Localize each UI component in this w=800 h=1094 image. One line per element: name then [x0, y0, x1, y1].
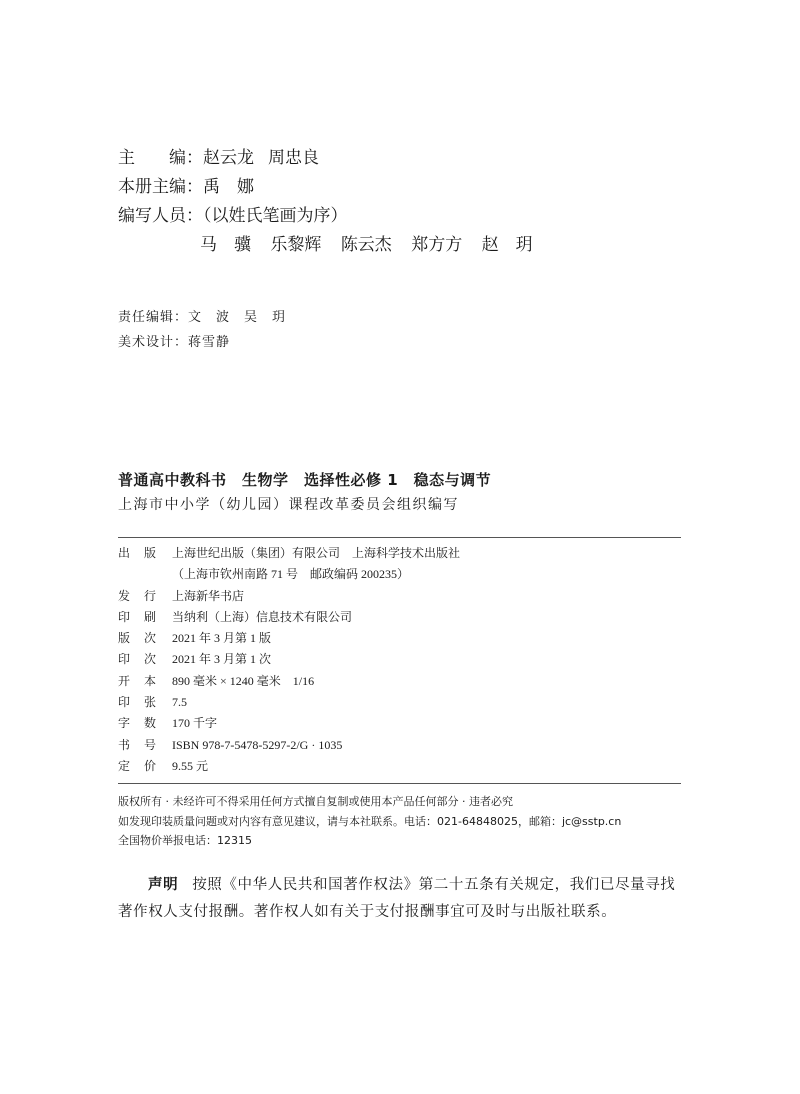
info-row: 出 版 上海世纪出版（集团）有限公司 上海科学技术出版社	[118, 543, 681, 564]
legal-notes	[118, 792, 621, 851]
info-row: 开 本 890 毫米 × 1240 毫米 1/16	[118, 671, 681, 692]
info-value: 890 毫米 × 1240 毫米 1/16	[172, 673, 315, 688]
publication-info	[118, 543, 681, 777]
info-value: 2021 年 3 月第 1 次	[172, 652, 272, 667]
statement-head: 声明	[148, 877, 179, 893]
statement	[118, 872, 688, 926]
price-hotline: 全国物价举报电话：12315	[118, 834, 252, 847]
info-value: 2021 年 3 月第 1 版	[172, 631, 272, 646]
volume-editor-label: 本册主编：	[118, 177, 203, 197]
info-row: 定 价 9.55 元	[118, 756, 681, 777]
art-design-label: 美术设计：	[118, 335, 189, 350]
info-row: 字 数 170 千字	[118, 713, 681, 734]
info-value: 上海世纪出版（集团）有限公司 上海科学技术出版社	[172, 546, 461, 560]
writer-name: 马 骥	[200, 235, 251, 255]
art-design-line	[118, 331, 230, 350]
info-value: 170 千字	[172, 716, 218, 731]
responsible-editor-label: 责任编辑：	[118, 310, 189, 325]
writer-name: 陈云杰	[340, 235, 392, 255]
info-row: 印 刷 当纳利（上海）信息技术有限公司	[118, 607, 681, 628]
info-row: 版 次 2021 年 3 月第 1 版	[118, 628, 681, 649]
writer-name: 乐黎辉	[270, 235, 322, 255]
writer-name: 郑方方	[411, 235, 463, 255]
statement-body: 按照《中华人民共和国著作权法》第二十五条有关规定，我们已尽量寻找著作权人支付报酬。著作权人如有关于支付报酬事宜可及时与出版社联系。	[118, 877, 676, 920]
copyright-notice: 版权所有 · 未经许可不得采用任何方式擅自复制或使用本产品任何部分 · 违者必究	[118, 795, 513, 808]
divider-top	[118, 537, 681, 538]
volume-editor-line	[118, 172, 254, 197]
contact-notice: 如发现印装质量问题或对内容有意见建议，请与本社联系。电话：021-64848025，邮箱：jc@sstp.cn	[118, 814, 622, 828]
art-design-name: 蒋雪静	[188, 335, 231, 350]
info-row: 书 号 ISBN 978-7-5478-5297-2/G · 1035	[118, 735, 681, 756]
volume-editor-name: 禹 娜	[203, 177, 254, 197]
info-value: 9.55 元	[172, 758, 209, 773]
book-title: 普通高中教科书 生物学 选择性必修 1 稳态与调节	[118, 471, 492, 489]
responsible-editor-line	[118, 306, 286, 325]
info-value: （上海市钦州南路 71 号 邮政编码 200235）	[172, 567, 410, 582]
info-value: 上海新华书店	[172, 588, 245, 603]
writer-name: 赵 玥	[481, 235, 533, 255]
writers-label: 编写人员：	[118, 206, 203, 226]
divider-bottom	[118, 783, 681, 784]
chief-editor-label: 主 编：	[118, 148, 203, 168]
info-row: 发 行 上海新华书店	[118, 586, 681, 607]
chief-editor-name: 赵云龙	[203, 148, 254, 168]
writers-names	[200, 230, 547, 255]
info-row	[118, 564, 681, 585]
writers-note: （以姓氏笔画为序）	[203, 206, 348, 226]
chief-editor-line	[118, 143, 333, 168]
book-organization: 上海市中小学（幼儿园）课程改革委员会组织编写	[118, 497, 459, 513]
writers-line	[118, 201, 348, 226]
info-value: 当纳利（上海）信息技术有限公司	[172, 609, 353, 624]
info-row: 印 张 7.5	[118, 692, 681, 713]
chief-editor-name: 周忠良	[268, 148, 319, 168]
info-row: 印 次 2021 年 3 月第 1 次	[118, 649, 681, 670]
info-value: ISBN 978-7-5478-5297-2/G · 1035	[172, 737, 343, 752]
info-value: 7.5	[172, 695, 187, 710]
responsible-editor-names: 文 波 吴 玥	[188, 310, 287, 325]
